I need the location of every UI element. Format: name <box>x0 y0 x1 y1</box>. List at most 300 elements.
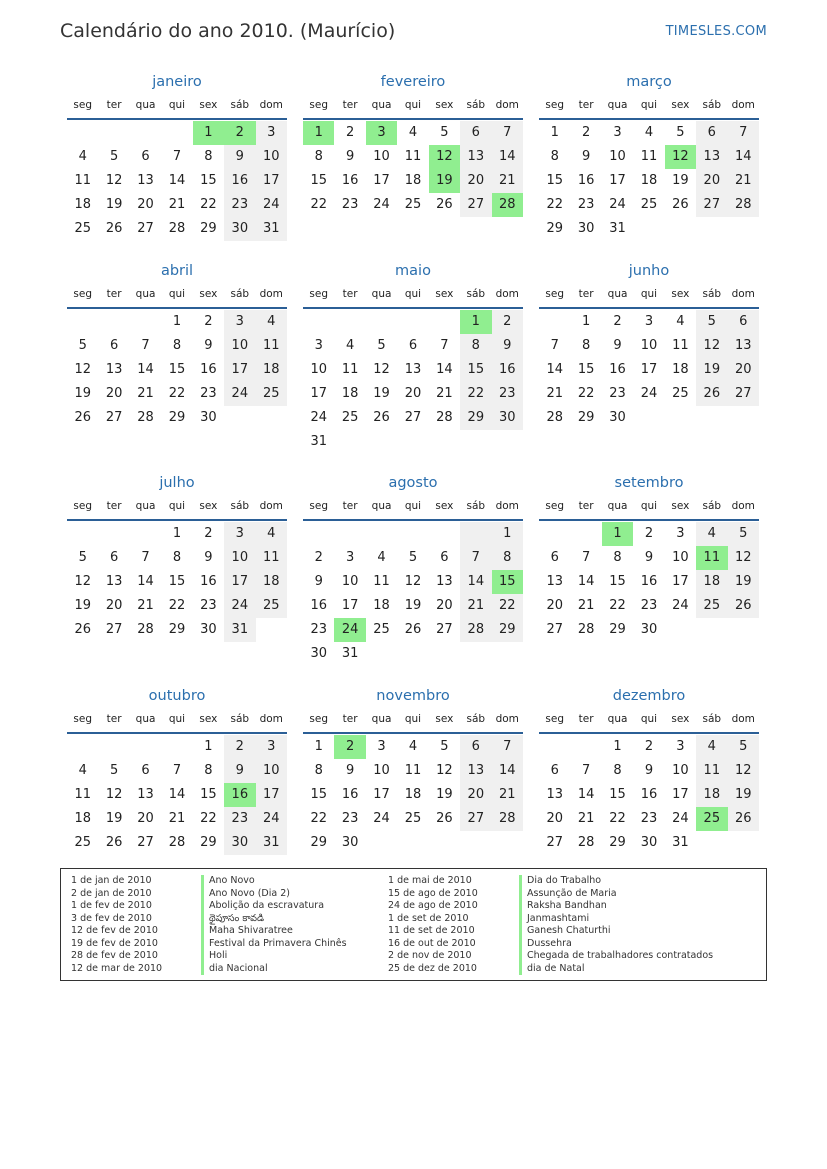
month-junho <box>539 261 759 430</box>
day-cell: 29 <box>200 835 217 850</box>
day-cell: 29 <box>546 221 563 236</box>
empty-cell <box>303 310 334 334</box>
empty-cell <box>67 522 98 546</box>
day-cell: 23 <box>224 193 255 217</box>
empty-cell <box>67 735 98 759</box>
weekday-label: qua <box>607 288 628 300</box>
legend-entry: 1 de jan de 2010 <box>71 875 152 886</box>
month-name: agosto <box>388 475 438 491</box>
day-cell: 21 <box>492 169 523 193</box>
holiday-day-cell: 1 <box>460 310 491 334</box>
empty-cell <box>130 735 161 759</box>
day-cell: 22 <box>546 197 563 212</box>
day-cell: 22 <box>168 386 186 401</box>
day-cell: 28 <box>460 618 491 642</box>
day-cell: 28 <box>577 622 595 637</box>
month-agosto <box>303 473 523 666</box>
day-cell: 14 <box>168 173 186 188</box>
weekday-label: sáb <box>230 99 250 111</box>
day-grid <box>67 735 287 855</box>
legend-entry: Assunção de Maria <box>519 888 713 901</box>
day-cell: 11 <box>672 338 689 353</box>
day-cell: 12 <box>74 362 91 377</box>
day-cell: 7 <box>460 546 491 570</box>
day-cell: 8 <box>613 550 622 565</box>
weekday-label: qui <box>640 500 658 512</box>
day-cell: 17 <box>672 574 689 589</box>
day-cell: 7 <box>550 338 559 353</box>
day-cell: 4 <box>408 125 418 140</box>
weekday-label: ter <box>342 713 358 725</box>
legend-entry: 12 de fev de 2010 <box>71 925 158 936</box>
weekday-label: sex <box>671 288 690 300</box>
day-cell: 26 <box>672 197 689 212</box>
day-cell: 6 <box>728 310 759 334</box>
day-cell: 23 <box>492 382 523 406</box>
day-cell: 16 <box>640 574 658 589</box>
empty-cell <box>460 522 491 546</box>
day-cell: 4 <box>644 125 654 140</box>
day-cell: 9 <box>613 338 622 353</box>
weekday-label: ter <box>342 288 358 300</box>
day-cell: 21 <box>168 197 186 212</box>
day-cell: 24 <box>310 410 327 425</box>
weekday-label: sáb <box>466 713 486 725</box>
day-cell: 10 <box>373 149 390 164</box>
day-grid <box>303 310 523 454</box>
legend-names-right <box>519 875 713 975</box>
day-cell: 17 <box>256 169 287 193</box>
empty-cell <box>397 522 428 546</box>
day-cell: 26 <box>436 197 453 212</box>
day-cell: 8 <box>204 763 213 778</box>
day-cell: 10 <box>256 145 287 169</box>
weekday-label: sáb <box>702 288 722 300</box>
day-cell: 25 <box>672 386 689 401</box>
day-cell: 2 <box>644 739 654 754</box>
day-cell: 19 <box>436 787 453 802</box>
day-cell: 4 <box>377 550 386 565</box>
day-cell: 24 <box>256 807 287 831</box>
empty-cell <box>161 121 192 145</box>
day-cell: 6 <box>408 338 418 353</box>
weekday-label: dom <box>731 713 755 725</box>
month-name: outubro <box>148 688 206 704</box>
day-cell: 6 <box>141 763 150 778</box>
weekday-label: qui <box>168 713 186 725</box>
day-cell: 13 <box>137 173 154 188</box>
day-cell: 29 <box>609 835 626 850</box>
month-julho <box>67 473 287 642</box>
day-cell: 10 <box>224 546 255 570</box>
day-cell: 25 <box>696 594 727 618</box>
day-cell: 14 <box>546 362 563 377</box>
legend-names-left <box>201 875 347 975</box>
day-cell: 9 <box>644 763 654 778</box>
month-name: abril <box>160 263 194 279</box>
day-cell: 21 <box>436 386 453 401</box>
day-cell: 19 <box>105 197 123 212</box>
day-cell: 8 <box>172 550 182 565</box>
day-cell: 18 <box>640 173 658 188</box>
day-cell: 11 <box>256 546 287 570</box>
holiday-day-cell: 11 <box>696 546 727 570</box>
weekday-label: seg <box>309 500 329 512</box>
day-cell: 6 <box>141 149 150 164</box>
month-dezembro <box>539 686 759 855</box>
day-cell: 16 <box>492 358 523 382</box>
weekday-label: qua <box>371 713 392 725</box>
weekday-label: seg <box>545 99 565 111</box>
day-cell: 3 <box>676 526 685 541</box>
day-cell: 15 <box>200 787 217 802</box>
day-cell: 9 <box>314 574 323 589</box>
weekday-label: qui <box>404 99 422 111</box>
day-cell: 9 <box>581 149 591 164</box>
weekday-label: seg <box>309 713 329 725</box>
empty-cell <box>98 121 129 145</box>
day-cell: 26 <box>728 807 759 831</box>
weekday-label: qua <box>135 99 156 111</box>
day-grid <box>303 121 523 217</box>
empty-cell <box>366 522 397 546</box>
day-cell: 24 <box>224 382 255 406</box>
legend-entry: థైపూసం కావడి <box>201 913 347 926</box>
weekday-label: qua <box>607 713 628 725</box>
day-cell: 5 <box>440 125 449 140</box>
day-cell: 3 <box>314 338 323 353</box>
weekday-header <box>303 285 523 309</box>
legend-entry: 16 de out de 2010 <box>388 937 476 949</box>
day-cell: 31 <box>256 217 287 241</box>
day-cell: 16 <box>609 362 626 377</box>
day-cell: 10 <box>373 763 390 778</box>
holiday-day-cell: 12 <box>429 145 460 169</box>
day-cell: 14 <box>577 787 595 802</box>
day-cell: 12 <box>728 759 759 783</box>
day-cell: 21 <box>546 386 563 401</box>
day-cell: 7 <box>581 763 591 778</box>
day-cell: 23 <box>609 386 626 401</box>
day-cell: 25 <box>74 835 91 850</box>
day-cell: 10 <box>609 149 626 164</box>
empty-cell <box>539 522 570 546</box>
day-cell: 21 <box>137 598 154 613</box>
day-cell: 3 <box>224 522 255 546</box>
weekday-label: sáb <box>230 288 250 300</box>
day-cell: 22 <box>577 386 595 401</box>
day-cell: 11 <box>256 334 287 358</box>
day-cell: 22 <box>609 811 626 826</box>
day-cell: 17 <box>609 173 626 188</box>
day-cell: 28 <box>546 410 563 425</box>
legend-entry: Dussehra <box>519 938 713 951</box>
day-cell: 9 <box>345 763 355 778</box>
legend-entry: Dia do Trabalho <box>519 875 713 888</box>
day-cell: 1 <box>172 526 182 541</box>
day-cell: 5 <box>78 338 87 353</box>
month-fevereiro <box>303 72 523 217</box>
empty-cell <box>570 522 601 546</box>
weekday-label: ter <box>342 99 358 111</box>
month-name: fevereiro <box>380 74 446 90</box>
day-cell: 16 <box>200 362 217 377</box>
legend-dates-right <box>388 875 478 975</box>
day-cell: 13 <box>546 574 563 589</box>
day-cell: 22 <box>200 197 217 212</box>
weekday-label: qua <box>607 500 628 512</box>
day-cell: 13 <box>137 787 154 802</box>
weekday-label: dom <box>731 288 755 300</box>
day-cell: 20 <box>105 386 123 401</box>
weekday-label: seg <box>309 99 329 111</box>
legend-entry: 24 de ago de 2010 <box>388 900 478 911</box>
weekday-label: dom <box>731 99 755 111</box>
holiday-day-cell: 1 <box>602 522 633 546</box>
legend-dates-left <box>71 875 162 975</box>
day-cell: 15 <box>200 173 217 188</box>
day-cell: 17 <box>310 386 327 401</box>
day-cell: 9 <box>224 145 255 169</box>
day-cell: 6 <box>460 121 491 145</box>
weekday-label: qui <box>640 99 658 111</box>
holiday-day-cell: 2 <box>334 735 365 759</box>
weekday-header <box>539 96 759 120</box>
day-cell: 2 <box>224 735 255 759</box>
day-cell: 14 <box>137 362 154 377</box>
weekday-label: qui <box>168 500 186 512</box>
day-cell: 13 <box>105 362 123 377</box>
weekday-header <box>67 96 287 120</box>
weekday-label: ter <box>106 288 122 300</box>
legend-entry: 3 de fev de 2010 <box>71 912 152 924</box>
day-cell: 2 <box>644 526 654 541</box>
day-cell: 27 <box>105 622 123 637</box>
day-cell: 21 <box>577 811 595 826</box>
brand-logo[interactable]: TIMESLES.COM <box>665 24 767 39</box>
holiday-day-cell: 12 <box>665 145 696 169</box>
month-abril <box>67 261 287 430</box>
weekday-label: sáb <box>466 288 486 300</box>
day-cell: 28 <box>436 410 453 425</box>
day-cell: 20 <box>404 386 422 401</box>
weekday-label: qua <box>371 288 392 300</box>
day-cell: 12 <box>436 763 453 778</box>
day-cell: 1 <box>550 125 559 140</box>
day-cell: 20 <box>460 169 491 193</box>
weekday-header <box>303 710 523 734</box>
day-cell: 24 <box>672 598 689 613</box>
month-name: janeiro <box>152 74 202 90</box>
day-cell: 28 <box>137 622 154 637</box>
day-cell: 1 <box>204 739 213 754</box>
empty-cell <box>130 310 161 334</box>
day-cell: 25 <box>404 197 422 212</box>
day-cell: 24 <box>373 197 390 212</box>
day-cell: 9 <box>345 149 355 164</box>
day-cell: 21 <box>492 783 523 807</box>
day-cell: 13 <box>460 145 491 169</box>
day-cell: 27 <box>696 193 727 217</box>
day-cell: 5 <box>676 125 685 140</box>
weekday-label: qui <box>404 288 422 300</box>
month-name: março <box>626 74 672 90</box>
day-cell: 19 <box>74 598 91 613</box>
weekday-label: qua <box>135 500 156 512</box>
day-cell: 29 <box>310 835 327 850</box>
day-cell: 23 <box>640 598 658 613</box>
day-cell: 25 <box>404 811 422 826</box>
day-cell: 30 <box>492 406 523 430</box>
weekday-label: sex <box>671 713 690 725</box>
day-cell: 5 <box>408 550 418 565</box>
day-cell: 17 <box>256 783 287 807</box>
day-cell: 26 <box>696 382 727 406</box>
day-cell: 7 <box>141 550 150 565</box>
day-cell: 17 <box>672 787 689 802</box>
day-cell: 27 <box>460 807 491 831</box>
day-cell: 4 <box>345 338 355 353</box>
day-cell: 31 <box>609 221 626 236</box>
day-cell: 17 <box>224 358 255 382</box>
day-cell: 26 <box>373 410 390 425</box>
day-cell: 13 <box>728 334 759 358</box>
day-cell: 27 <box>546 622 563 637</box>
day-cell: 9 <box>224 759 255 783</box>
day-cell: 16 <box>224 169 255 193</box>
day-cell: 26 <box>74 622 91 637</box>
day-cell: 3 <box>224 310 255 334</box>
day-cell: 16 <box>640 787 658 802</box>
day-cell: 15 <box>310 173 327 188</box>
day-cell: 24 <box>672 811 689 826</box>
weekday-label: ter <box>106 500 122 512</box>
day-cell: 2 <box>492 310 523 334</box>
day-cell: 29 <box>492 618 523 642</box>
day-cell: 25 <box>373 622 390 637</box>
legend-entry: Abolição da escravatura <box>201 900 347 913</box>
day-cell: 10 <box>341 574 359 589</box>
legend-entry: 12 de mar de 2010 <box>71 962 163 974</box>
weekday-label: dom <box>259 99 283 111</box>
day-cell: 29 <box>168 410 186 425</box>
day-cell: 2 <box>204 314 213 329</box>
day-cell: 8 <box>613 763 622 778</box>
legend-entry: 2 de jan de 2010 <box>71 887 152 899</box>
day-cell: 5 <box>377 338 386 353</box>
day-cell: 27 <box>436 622 453 637</box>
day-grid <box>539 310 759 430</box>
empty-cell <box>67 121 98 145</box>
month-name: junho <box>628 263 670 279</box>
weekday-label: dom <box>731 500 755 512</box>
day-cell: 21 <box>728 169 759 193</box>
day-cell: 12 <box>74 574 91 589</box>
day-cell: 1 <box>581 314 591 329</box>
day-cell: 7 <box>440 338 449 353</box>
day-cell: 26 <box>74 410 91 425</box>
day-cell: 31 <box>256 831 287 855</box>
day-cell: 25 <box>640 197 658 212</box>
day-cell: 23 <box>341 197 359 212</box>
day-cell: 9 <box>492 334 523 358</box>
day-cell: 4 <box>78 763 87 778</box>
weekday-header <box>67 497 287 521</box>
day-cell: 15 <box>546 173 563 188</box>
day-cell: 4 <box>696 522 727 546</box>
day-cell: 18 <box>256 358 287 382</box>
day-cell: 1 <box>314 739 323 754</box>
day-cell: 19 <box>74 386 91 401</box>
legend-entry: 1 de set de 2010 <box>388 912 469 924</box>
weekday-label: sex <box>671 500 690 512</box>
day-cell: 4 <box>256 310 287 334</box>
weekday-label: sex <box>199 99 218 111</box>
day-cell: 4 <box>696 735 727 759</box>
day-cell: 8 <box>314 149 323 164</box>
empty-cell <box>539 310 570 334</box>
day-cell: 24 <box>256 193 287 217</box>
day-grid <box>67 310 287 430</box>
weekday-label: sáb <box>702 99 722 111</box>
day-cell: 16 <box>310 598 327 613</box>
weekday-label: sex <box>671 99 690 111</box>
day-cell: 10 <box>672 763 689 778</box>
day-grid <box>539 121 759 241</box>
day-cell: 8 <box>172 338 182 353</box>
day-cell: 20 <box>546 598 563 613</box>
day-cell: 30 <box>640 622 658 637</box>
weekday-label: ter <box>578 288 594 300</box>
day-cell: 17 <box>373 787 390 802</box>
day-cell: 18 <box>696 570 727 594</box>
day-cell: 30 <box>609 410 626 425</box>
day-cell: 14 <box>460 570 491 594</box>
month-setembro <box>539 473 759 642</box>
weekday-label: ter <box>106 713 122 725</box>
day-cell: 28 <box>728 193 759 217</box>
day-cell: 27 <box>546 835 563 850</box>
month-novembro <box>303 686 523 855</box>
empty-cell <box>98 522 129 546</box>
weekday-label: dom <box>259 713 283 725</box>
holiday-day-cell: 1 <box>193 121 224 145</box>
day-cell: 16 <box>341 173 359 188</box>
empty-cell <box>539 735 570 759</box>
weekday-label: qui <box>404 500 422 512</box>
day-cell: 12 <box>105 173 123 188</box>
empty-cell <box>98 310 129 334</box>
day-cell: 18 <box>256 570 287 594</box>
day-cell: 1 <box>613 739 622 754</box>
holiday-legend <box>60 868 767 981</box>
legend-entry: Ano Novo <box>201 875 347 888</box>
weekday-label: qua <box>371 99 392 111</box>
day-cell: 28 <box>577 835 595 850</box>
day-cell: 23 <box>200 598 217 613</box>
weekday-label: sex <box>435 99 454 111</box>
day-cell: 3 <box>256 735 287 759</box>
month-janeiro <box>67 72 287 241</box>
day-cell: 30 <box>200 622 217 637</box>
empty-cell <box>397 310 428 334</box>
month-outubro <box>67 686 287 855</box>
day-cell: 30 <box>640 835 658 850</box>
day-cell: 24 <box>640 386 658 401</box>
day-cell: 6 <box>440 550 449 565</box>
legend-entry: 1 de mai de 2010 <box>388 875 472 886</box>
day-cell: 27 <box>105 410 123 425</box>
